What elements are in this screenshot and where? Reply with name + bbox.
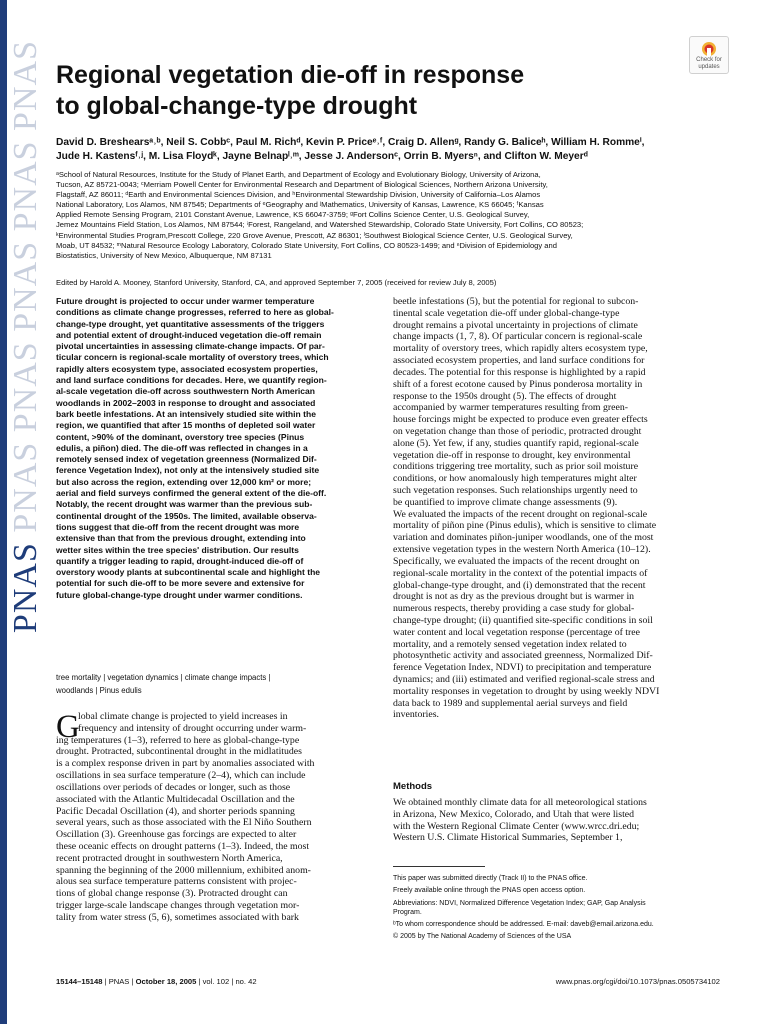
- journal-sidebar: [0, 0, 42, 1024]
- body-line: associated ecosystem properties, and land surface conditions for: [393, 355, 645, 367]
- body-line: We obtained monthly climate data for all meteorological stations: [393, 797, 647, 808]
- body-line: photosynthetic activity and associated greenness, Normalized Dif-: [393, 650, 653, 662]
- body-line: mortality of piñon pine (Pinus edulis), which is sensitive to climate: [393, 520, 657, 532]
- body-line: Oscillation (3). Greenhouse gas forcings are expected to alter: [56, 829, 297, 841]
- body-line: ing temperatures (1–3), referred to here as global-change-type: [56, 734, 300, 746]
- keyword-line: tree mortality | vegetation dynamics | climate change impacts |: [56, 673, 271, 682]
- body-line: Pacific Decadal Oscillation (4), and shorter periods spanning: [56, 805, 295, 817]
- affiliation-line: Moab, UT 84532; ᵐNatural Resource Ecology Laboratory, Colorado State University, Fort Collins, CO 80523-1499; and ⁿDivision of Epidemiology and: [56, 240, 557, 250]
- body-line: associated with the Atlantic Multidecadal Oscillation and the: [56, 793, 295, 805]
- abstract-line: and land surface conditions for decades. Here, we quantify region-: [56, 375, 327, 386]
- body-line: such vegetation responses. Such relationships urgently need to: [393, 485, 638, 496]
- body-line: tality from water stress (5, 6), sometimes associated with bark: [56, 911, 299, 923]
- body-line: several years, such as those associated with the El Niño Southern: [56, 817, 312, 829]
- body-line: We evaluated the impacts of the recent drought on regional-scale: [393, 508, 648, 520]
- abstract-line: region, we quantified that after 15 months of depleted soil water: [56, 420, 316, 431]
- abstract-line: quantify a trigger leading to rapid, drought-induced die-off of: [56, 555, 304, 566]
- title-line: to global-change-type drought: [56, 92, 418, 120]
- author-line: David D. Breshearsᵃ˒ᵇ, Neil S. Cobbᶜ, Paul M. Richᵈ, Kevin P. Priceᵉ˒ᶠ, Craig D. Allenᵍ, Randy G. Baliceʰ, William H. Rommeⁱ,: [56, 137, 645, 148]
- body-line: Specifically, we evaluated the impacts of the recent drought on: [393, 555, 640, 567]
- body-line: vegetation die-off in response to drought, key environmental: [393, 449, 631, 461]
- footnotes: [393, 874, 723, 945]
- affiliation-line: Biostatistics, University of New Mexico, Albuquerque, NM 87131: [56, 250, 272, 260]
- body-line: global-change-type drought, and (i) demonstrated that the recent: [393, 579, 646, 591]
- affiliation-line: Jemez Mountains Field Station, Los Alamos, NM 87544; ⁱForest, Rangeland, and Watershed Stewardship, Colorado State University, Fort Collins, CO 80523;: [56, 220, 584, 230]
- page-footer-left: 15144–15148 | PNAS | October 18, 2005 | vol. 102 | no. 42: [56, 977, 257, 986]
- body-line: frequency and intensity of drought occurring under warm-: [78, 722, 307, 734]
- sidebar-color-bar: [0, 0, 7, 1024]
- body-line: regional-scale mortality in the context of the potential impacts of: [393, 567, 648, 579]
- abstract-line: overstory woody plants at subcontinental scale and highlight the: [56, 567, 321, 578]
- body-line: these oceanic effects on drought patterns (1–3). Indeed, the most: [56, 840, 310, 852]
- journal-mark-repeat: PNAS PNAS PNAS PNAS PNAS: [7, 40, 44, 533]
- footnote-correspondence: ᵇTo whom correspondence should be addressed. E-mail: daveb@email.arizona.edu.: [393, 921, 654, 929]
- affiliations: [56, 170, 724, 261]
- body-line: is a complex response driven in part by anomalies associated with: [56, 758, 315, 770]
- footnote: Abbreviations: NDVI, Normalized Difference Vegetation Index; GAP, Gap Analysis Program.: [393, 899, 646, 916]
- abstract-line: pivotal uncertainties in assessing climate-change impacts. Of par-: [56, 341, 325, 352]
- affiliation-line: Flagstaff, AZ 86011; ᵈEarth and Environmental Sciences Division, and ʰEnvironmental Stewardship Division, University of California–Los Alamos: [56, 190, 541, 200]
- body-line: drought is not as dry as the previous drought but is warmer in: [393, 591, 635, 603]
- body-line: shift of a forest ecotone caused by Pinus ponderosa mortality in: [393, 378, 643, 390]
- body-line: accompanied by warmer temperatures resulting from green-: [393, 402, 629, 414]
- body-line: conditions, or how anomalously high temperatures might alter: [393, 473, 637, 485]
- body-line: variation and dominates piñon-juniper woodlands, one of the most: [393, 532, 654, 544]
- abstract-line: continental drought of the 1950s. The limited, available observa-: [56, 510, 317, 521]
- abstract-line: wetter sites within the tree species' distribution. Our results: [56, 544, 299, 555]
- author-list: [56, 136, 724, 164]
- check-for-updates-badge[interactable]: [689, 36, 729, 74]
- body-line: mortality of overstory trees, which rapidly alters ecosystem type,: [393, 343, 648, 355]
- body-line: Western U.S. Climate Historical Summaries, September 1,: [393, 832, 623, 844]
- abstract-line: conditions as climate change progresses, referred to here as global-: [56, 307, 334, 318]
- abstract-line: al-scale vegetation die-off across southwestern North American: [56, 386, 316, 397]
- body-text-left: [56, 711, 378, 924]
- body-line: water content and local vegetation response (percentage of tree: [393, 626, 640, 638]
- body-line: on vegetation change than those of periodic, protracted drought: [393, 425, 642, 437]
- body-line: in Arizona, New Mexico, Colorado, and Utah that were listed: [393, 808, 635, 820]
- author-line: Jude H. Kastensᶠ˒ʲ, M. Lisa Floydᵏ, Jayne Belnapˡ˒ᵐ, Jesse J. Andersonᶜ, Orrin B. Myersⁿ, and Clifton W. Meyerᵈ: [56, 151, 588, 162]
- journal-name: PNAS: [108, 977, 130, 986]
- body-line: be quantified to improve climate change assessments (9).: [393, 496, 618, 508]
- abstract-line: tions suggest that die-off from the recent drought was more: [56, 521, 300, 532]
- abstract-line: woodlands in 2002–2003 in response to drought and associated: [56, 397, 316, 408]
- volume: vol. 102: [202, 977, 230, 986]
- abstract-line: aerial and field surveys confirmed the general extent of the die-off.: [56, 488, 327, 499]
- check-for-updates-label: Check for updates: [696, 57, 722, 70]
- body-line: data back to 1989 and supplemental aerial surveys and field: [393, 697, 628, 709]
- body-line: dynamics; and (iii) estimated and verified regional-scale stress and: [393, 674, 655, 685]
- article-title: [56, 60, 676, 122]
- affiliation-line: Applied Remote Sensing Program, 2101 Constant Avenue, Lawrence, KS 66047-3759; ᵍFort Collins Science Center, U.S. Geological Survey,: [56, 210, 530, 220]
- body-line: oscillations over periods of decades or longer, such as those: [56, 781, 291, 793]
- abstract-line: but also across the region, extending over 12,000 km² or more;: [56, 476, 312, 487]
- body-line: house forcings might be expected to produce even greater effects: [393, 414, 648, 426]
- body-line: drought remains a pivotal uncertainty in projections of climate: [393, 319, 638, 331]
- methods-text: [393, 797, 723, 844]
- abstract-line: bark beetle infestations. At an intensively studied site within the: [56, 408, 316, 419]
- title-line: Regional vegetation die-off in response: [56, 61, 525, 89]
- body-line: beetle infestations (5), but the potential for regional to subcon-: [393, 296, 639, 307]
- abstract-line: remotely sensed index of vegetation greenness (Normalized Dif-: [56, 454, 317, 465]
- body-line: decades. The potential for this response is highlighted by a rapid: [393, 366, 646, 378]
- body-line: drought. Protracted, subcontinental drought in the midlatitudes: [56, 746, 302, 758]
- body-line: recent protracted drought in southwestern North America,: [56, 852, 283, 864]
- body-line: conditions triggering tree mortality, such as prior soil moisture: [393, 461, 639, 473]
- abstract-line: Notably, the recent drought was warmer than the previous sub-: [56, 499, 313, 510]
- keyword-line: woodlands | Pinus edulis: [56, 686, 142, 695]
- body-line: mortality, and a remotely sensed vegetation index related to: [393, 638, 627, 650]
- body-line: mortality responses in vegetation to drought by using weekly NDVI: [393, 685, 660, 697]
- abstract: [56, 296, 378, 601]
- edited-by-note: Edited by Harold A. Mooney, Stanford University, Stanford, CA, and approved September 7, 2005 (received for review July 8, 2005): [56, 278, 497, 287]
- body-line: with the Western Regional Climate Center (www.wrcc.dri.edu;: [393, 820, 640, 832]
- abstract-line: potential for such die-off to be more severe and extensive for: [56, 578, 305, 589]
- affiliation-line: ᵃSchool of Natural Resources, Institute for the Study of Planet Earth, and Department of Ecology and Evolutionary Biology, University of Arizona,: [56, 170, 541, 179]
- affiliation-line: Tucson, AZ 85721-0043; ᶜMerriam Powell Center for Environmental Research and Department of Biological Sciences, Northern Arizona University,: [56, 180, 548, 190]
- body-line: numerous respects, thereby providing a case study for global-: [393, 603, 635, 615]
- abstract-line: edulis, a piñon) died. The die-off was reflected in changes in a: [56, 442, 308, 453]
- body-line: ference Vegetation Index, NDVI) to precipitation and temperature: [393, 662, 652, 674]
- issue-number: no. 42: [235, 977, 257, 986]
- body-line: alous sea surface temperature patterns consistent with projec-: [56, 876, 297, 888]
- body-line: spanning the beginning of the 2000 millennium, exhibited anom-: [56, 864, 311, 876]
- doi-link[interactable]: www.pnas.org/cgi/doi/10.1073/pnas.0505734102: [555, 977, 720, 986]
- body-line: lobal climate change is projected to yield increases in: [78, 711, 288, 722]
- abstract-line: Future drought is projected to occur under warmer temperature: [56, 296, 315, 306]
- page-range: 15144–15148: [56, 977, 103, 986]
- abstract-line: ference Vegetation Index), not only at the intensively studied site: [56, 465, 320, 476]
- journal-mark: PNAS: [7, 542, 44, 634]
- footnote-copyright: © 2005 by The National Academy of Sciences of the USA: [393, 933, 572, 941]
- body-line: inventories.: [393, 709, 439, 721]
- body-text-right: [393, 296, 723, 721]
- body-line: change impacts (1, 7, 8). Of particular concern is regional-scale: [393, 331, 643, 343]
- abstract-line: content, >90% of the dominant, overstory tree species (Pinus: [56, 431, 305, 442]
- abstract-line: rapidly alters ecosystem type, associated ecosystem properties,: [56, 363, 318, 374]
- body-line: response to the 1950s drought (5). The effects of drought: [393, 390, 617, 402]
- body-line: tions of global change response (3). Protracted drought can: [56, 888, 288, 900]
- abstract-line: extensive than that from the previous drought, extending into: [56, 533, 306, 544]
- affiliation-line: ᵏEnvironmental Studies Program,Prescott College, 220 Grove Avenue, Prescott, AZ 86301; ˡSouthwest Biological Science Center, U.S. Geological Survey,: [56, 230, 573, 240]
- issue-date: October 18, 2005: [135, 977, 197, 986]
- footnote: This paper was submitted directly (Track II) to the PNAS office.: [393, 875, 588, 882]
- abstract-line: ticular concern is regional-scale mortality of overstory trees, which: [56, 352, 329, 363]
- abstract-line: change-type drought, yet quantitative assessments of the triggers: [56, 318, 325, 329]
- footnote-divider: [393, 866, 485, 867]
- abstract-line: and potential extent of drought-induced vegetation die-off remain: [56, 329, 322, 340]
- check-for-updates-icon: [700, 41, 718, 57]
- body-line: extensive vegetation types in the western North America (10–12).: [393, 544, 651, 556]
- drop-cap: G: [56, 709, 80, 745]
- body-line: change-type drought; (ii) quantified site-specific conditions in soil: [393, 614, 653, 626]
- footnote: Freely available online through the PNAS open access option.: [393, 887, 586, 895]
- abstract-line: future global-change-type drought under warmer conditions.: [56, 589, 303, 600]
- body-line: alone (5). Yet few, if any, studies quantify rapid, regional-scale: [393, 437, 639, 449]
- body-line: tinental scale vegetation die-off under global-change-type: [393, 307, 620, 319]
- methods-heading: Methods: [393, 781, 433, 792]
- affiliation-line: National Laboratory, Los Alamos, NM 87545; Departments of ᵉGeography and ʲMathematics, University of Kansas, Lawrence, KS 66045; ᶠKansas: [56, 200, 544, 210]
- body-line: trigger large-scale landscape changes through vegetation mor-: [56, 900, 300, 911]
- keywords: [56, 671, 378, 697]
- body-line: oscillations in sea surface temperature (2–4), which can include: [56, 770, 306, 782]
